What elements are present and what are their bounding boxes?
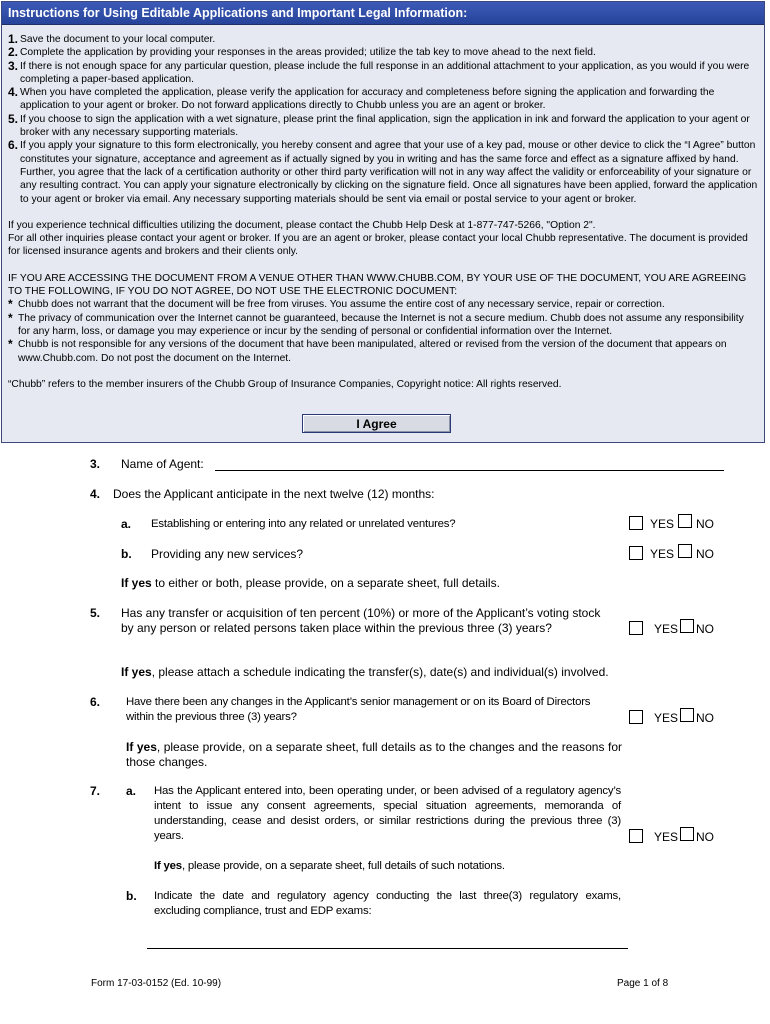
help-desk-text: If you experience technical difficulties utilizing the document, please contact the Chubb Help Desk at 1-877-747-5266, "Option 2".	[8, 219, 596, 231]
i-agree-button[interactable]: I Agree	[302, 414, 451, 433]
instruction-step: 6. If you apply your signature to this form electronically, you hereby consent and agree that your use of a key pad, mouse or other device to click the “I Agree” button constitutes your signature, acceptance and agreement as if actually signed by you in writing and has the same force and effect as a signature affixed by hand. Further, you agree that the lack of a certification authority or other third party verification will not in any way affect the validity or enforceability of your signature or any resulting contract. You can apply your signature electronically by clicking on the signature field. Once all signatures have been applied, forward the application to your agent or broker via email. Any necessary supporting materials should be sent via email or postal service to your agent or broker.	[8, 138, 758, 205]
q4b-no-checkbox[interactable]	[678, 544, 692, 558]
instruction-step: 2. Complete the application by providing your responses in the areas provided; utilize the tab key to move ahead to the next field.	[8, 45, 596, 60]
yes-label: YES	[654, 830, 679, 844]
yes-label: YES	[650, 517, 675, 531]
q4a-yes-checkbox[interactable]	[629, 516, 643, 530]
q7a-yes-checkbox[interactable]	[629, 829, 643, 843]
yes-label: YES	[650, 547, 675, 561]
q4a-no-checkbox[interactable]	[678, 514, 692, 528]
q4b-letter: b.	[121, 547, 132, 561]
copyright-text: “Chubb” refers to the member insurers of the Chubb Group of Insurance Companies, Copyright notice: All rights reserved.	[8, 378, 562, 390]
panel-body	[2, 25, 764, 391]
disclaimer-item: * Chubb is not responsible for any versions of the document that have been manipulated, altered or revised from the version of the document that appears on www.Chubb.com. Do not post the document on the Internet.	[8, 337, 727, 364]
q7a-letter: a.	[126, 784, 137, 798]
no-label: NO	[696, 830, 714, 844]
no-label: NO	[696, 517, 714, 531]
q6-text: Have there been any changes in the Applicant’s senior management or on its Board of Directors within the previous three (3) years?	[126, 696, 591, 723]
q3-label: Name of Agent:	[121, 457, 204, 471]
no-label: NO	[696, 711, 714, 725]
instruction-step: 3. If there is not enough space for any particular question, please include the full response in an additional attachment to your application, as you would if you were completing a paper-based application.	[8, 58, 750, 85]
inquiries-text: For all other inquiries please contact your agent or broker. If you are an agent or broker, please contact your local Chubb representative. The document is provided for licensed insurance agents and brokers and their clients only.	[8, 233, 748, 258]
q7a-no-checkbox[interactable]	[680, 827, 694, 841]
q4-text: Does the Applicant anticipate in the next twelve (12) months:	[113, 487, 435, 501]
regulatory-exams-field[interactable]	[147, 948, 628, 949]
q4a-text: Establishing or entering into any related or unrelated ventures?	[151, 518, 456, 530]
instruction-step: 1. Save the document to your local computer.	[8, 32, 216, 46]
yes-label: YES	[654, 622, 679, 636]
q4b-yes-checkbox[interactable]	[629, 546, 643, 560]
q7b-letter: b.	[126, 889, 137, 903]
q6-no-checkbox[interactable]	[680, 708, 694, 722]
q7-number: 7.	[90, 784, 101, 798]
disclaimer-item: * The privacy of communication over the Internet cannot be guaranteed, because the Internet is not a secure medium. Chubb does not assume any responsibility for any harm, loss, or damage you may experience or incur by the sending of personal or confidential information over the Internet.	[8, 310, 744, 337]
instruction-step: 5. If you choose to sign the application with a wet signature, please print the final application, sign the application in ink and forward the application to your agent or broker with any necessary supporting materials.	[8, 111, 750, 139]
q4-note: If yes to either or both, please provide, on a separate sheet, full details.	[121, 576, 500, 590]
form-number: Form 17-03-0152 (Ed. 10-99)	[91, 978, 222, 989]
disclaimer-item: * Chubb does not warrant that the document will be free from viruses. You assume the entire cost of any necessary service, repair or correction.	[8, 297, 665, 312]
q3-number: 3.	[90, 457, 101, 471]
instruction-step: 4. When you have completed the application, please verify the application for accuracy and completeness before signing the application and forwarding the application to your agent or broker. Do not forward applications directly to Chubb unless you are an agent or broker.	[8, 85, 715, 112]
agent-name-field[interactable]	[215, 470, 724, 471]
q6-yes-checkbox[interactable]	[629, 710, 643, 724]
q6-number: 6.	[90, 695, 101, 709]
q7a-note: If yes, please provide, on a separate sheet, full details of such notations.	[154, 860, 505, 872]
q5-note: If yes, please attach a schedule indicating the transfer(s), date(s) and individual(s) involved.	[121, 665, 609, 679]
q6-note: If yes, please provide, on a separate sheet, full details as to the changes and the reasons for those changes.	[126, 740, 622, 769]
q5-no-checkbox[interactable]	[680, 619, 694, 633]
q5-number: 5.	[90, 606, 101, 620]
panel-title: Instructions for Using Editable Applications and Important Legal Information:	[2, 2, 764, 25]
q4-number: 4.	[90, 487, 101, 501]
q4b-text: Providing any new services?	[151, 547, 304, 561]
q5-text: Has any transfer or acquisition of ten percent (10%) or more of the Applicant’s voting stock by any person or related persons taken place within the previous three (3) years?	[121, 606, 601, 635]
instructions-panel	[1, 1, 765, 443]
q7b-text: Indicate the date and regulatory agency conducting the last three(3) regulatory exams, excluding compliance, trust and EDP exams:	[154, 890, 621, 917]
q5-yes-checkbox[interactable]	[629, 621, 643, 635]
page-number: Page 1 of 8	[617, 978, 669, 989]
no-label: NO	[696, 547, 714, 561]
q7a-text: Has the Applicant entered into, been operating under, or been advised of a regulatory agency’s intent to issue any consent agreements, special situation agreements, memoranda of understanding, cease and desist orders, or similar restrictions during the previous three (3) years.	[154, 785, 621, 842]
q4a-letter: a.	[121, 517, 132, 531]
no-label: NO	[696, 622, 714, 636]
warning-text: IF YOU ARE ACCESSING THE DOCUMENT FROM A VENUE OTHER THAN WWW.CHUBB.COM, BY YOUR USE OF THE DOCUMENT, YOU ARE AGREEING TO THE FOLLOWING, IF YOU DO NOT AGREE, DO NOT USE THE ELECTRONIC DOCUMENT:	[8, 272, 747, 298]
yes-label: YES	[654, 711, 679, 725]
